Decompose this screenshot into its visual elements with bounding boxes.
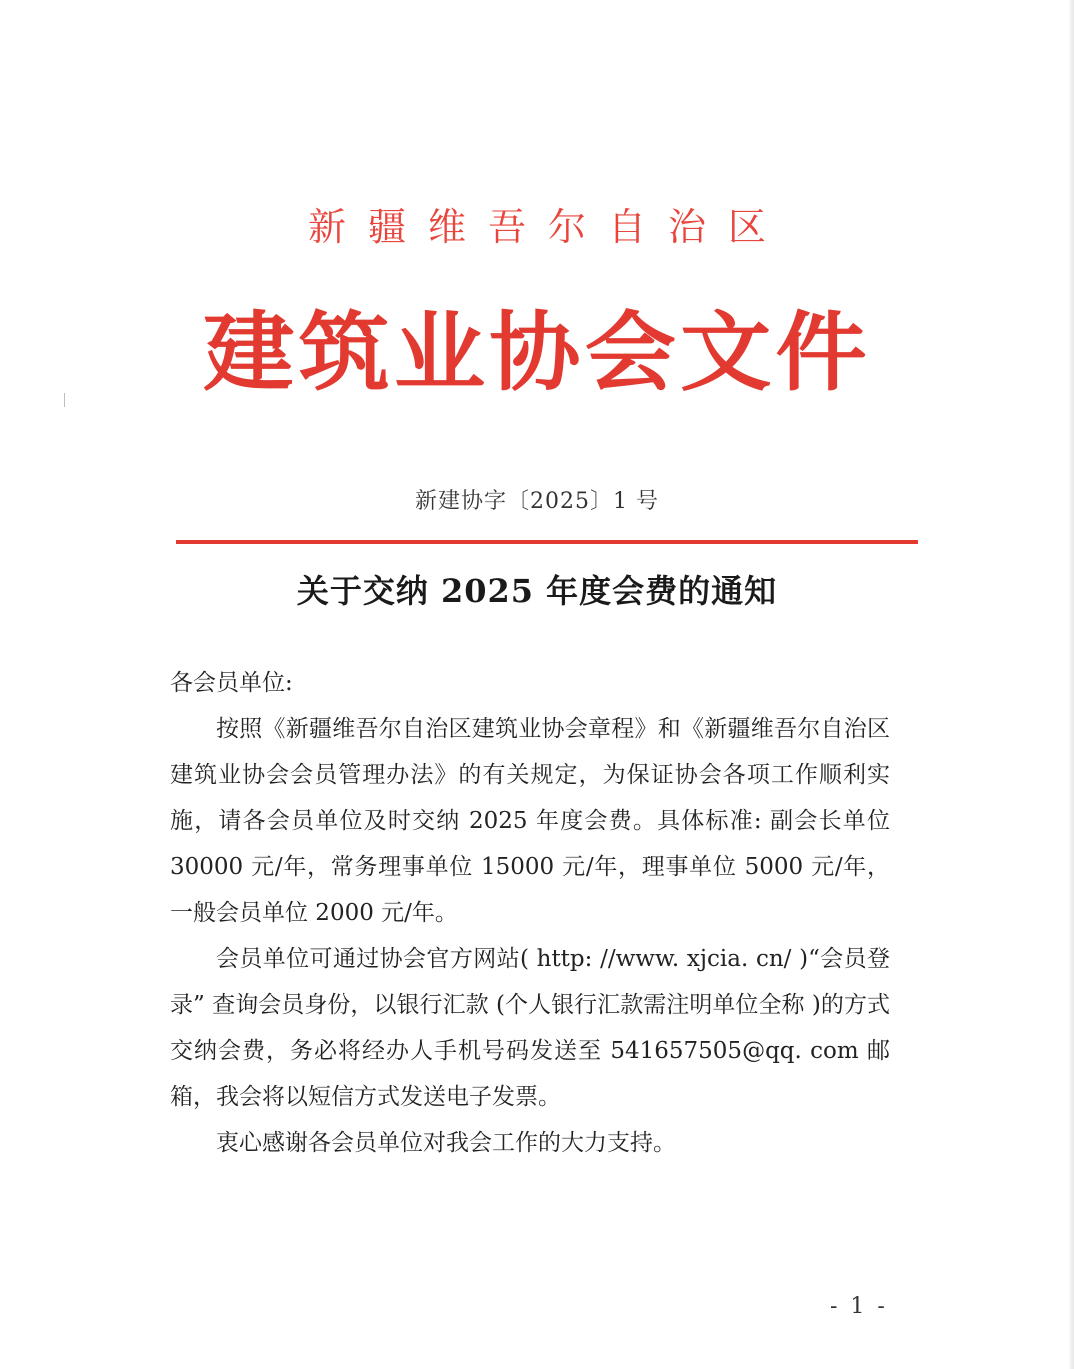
red-divider-line [176, 540, 918, 544]
paragraph-thanks: 衷心感谢各会员单位对我会工作的大力支持。 [216, 1130, 676, 1156]
notice-body [170, 660, 890, 1166]
document-number: 新建协字〔2025〕1 号 [415, 489, 659, 514]
page-number: - 1 - [830, 1294, 888, 1319]
issuer-region-heading: 新疆维吾尔自治区 [307, 205, 788, 249]
notice-title: 关于交纳 2025 年度会费的通知 [296, 572, 778, 610]
salutation: 各会员单位: [170, 670, 293, 696]
issuer-document-heading: 建筑业协会文件 [203, 302, 871, 403]
paragraph-payment-method: 会员单位可通过协会官方网站( http: //www. xjcia. cn/ )“会员登录” 查询会员身份，以银行汇款 (个人银行汇款需注明单位全称 )的方式交纳会费，务必将经办人手机号码发送至 541657505@qq. com 邮箱，我会将以短信方式发送电子发票。 [170, 946, 890, 1110]
paragraph-fee-standard: 按照《新疆维吾尔自治区建筑业协会章程》和《新疆维吾尔自治区建筑业协会会员管理办法》的有关规定，为保证协会各项工作顺利实施，请各会员单位及时交纳 2025 年度会费。具体标准: 副会长单位 30000 元/年，常务理事单位 15000 元/年，理事单位 5000 元/年，一般会员单位 2000 元/年。 [170, 716, 890, 926]
